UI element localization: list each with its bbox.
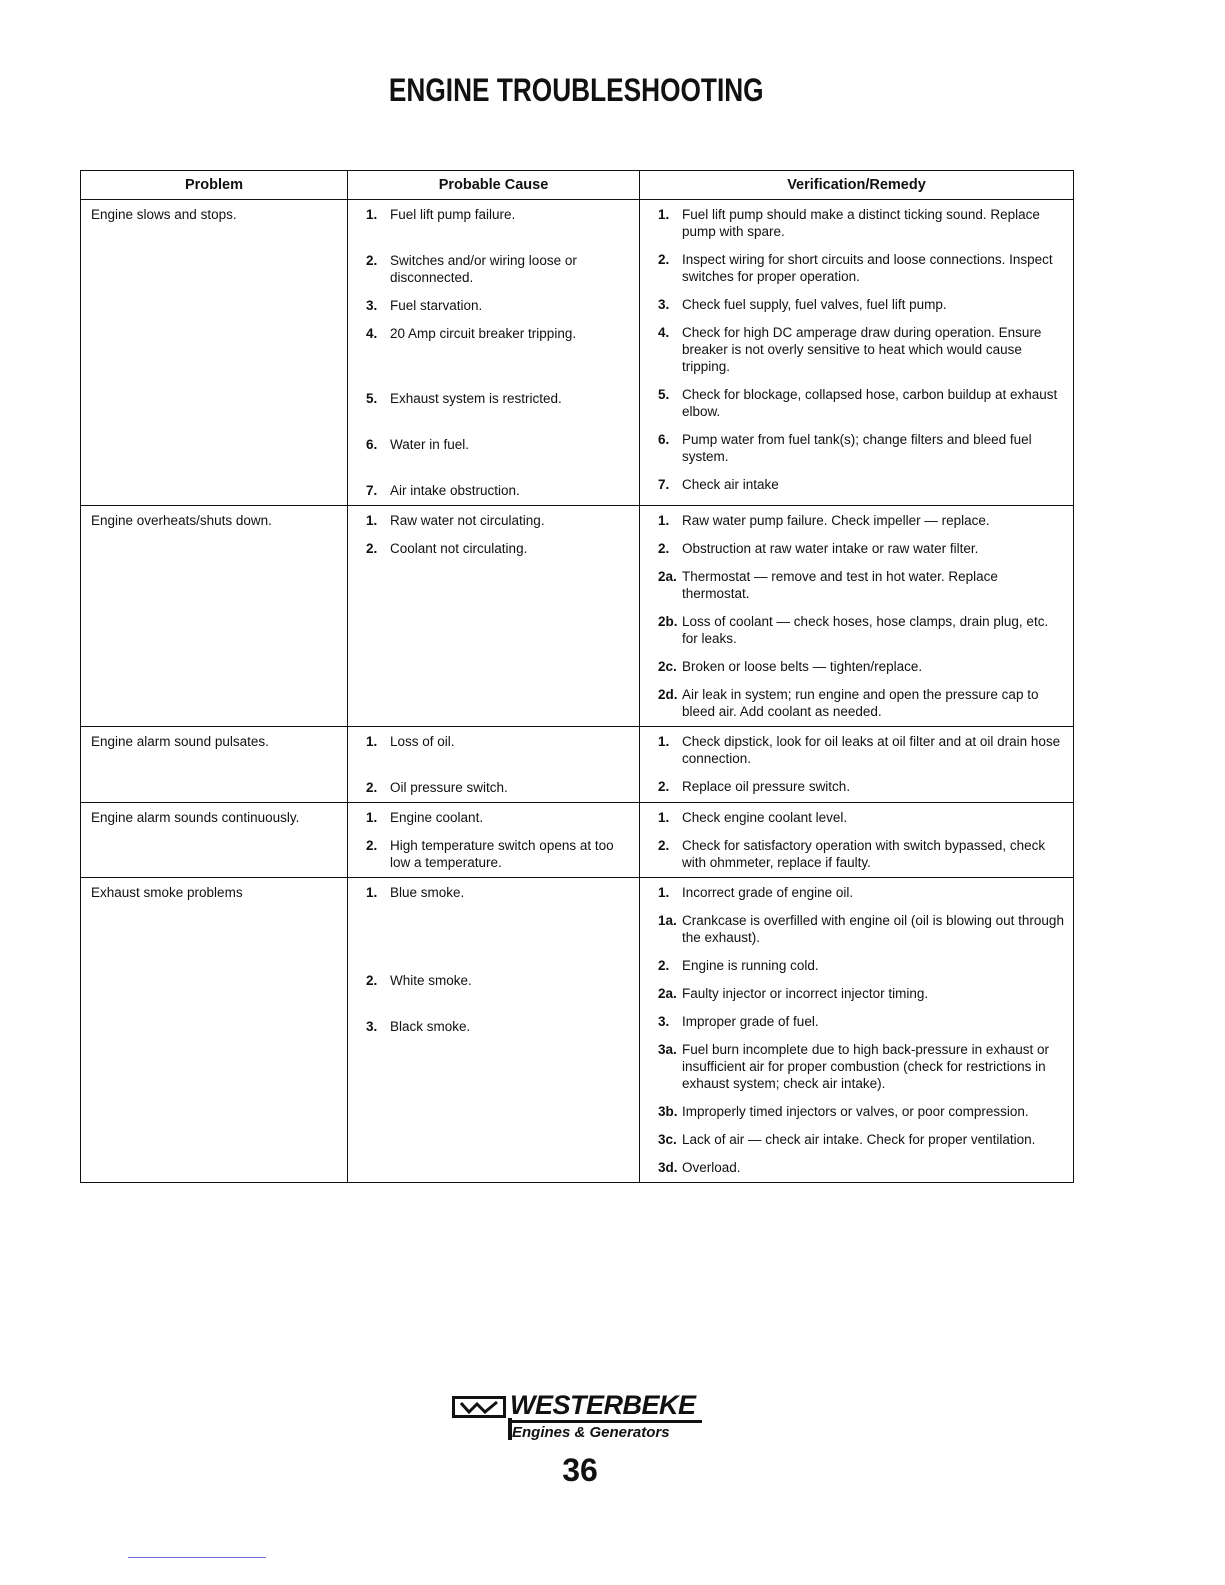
- remedy-item: 2. Inspect wiring for short circuits and loose connections. Inspect switches for proper operation.: [658, 252, 1053, 284]
- remedy-item: 1a. Crankcase is overfilled with engine oil (oil is blowing out through the exhaust).: [658, 913, 1064, 945]
- w-mark-glyph: [459, 1400, 499, 1414]
- cause-item: 3. Black smoke.: [366, 1019, 471, 1034]
- remedy-item: 4. Check for high DC amperage draw during operation. Ensure breaker is not overly sensitive to heat which would cause tripping.: [658, 325, 1042, 374]
- cause-item: 5. Exhaust system is restricted.: [366, 391, 562, 406]
- cause-item: 1. Raw water not circulating.: [366, 513, 545, 528]
- remedy-item: 2c. Broken or loose belts — tighten/replace.: [658, 659, 923, 674]
- cause-item: 1. Loss of oil.: [366, 734, 455, 749]
- remedy-cell: [640, 506, 1074, 727]
- table-row: [81, 727, 1074, 803]
- cause-cell: [348, 727, 640, 803]
- remedy-item: 3a. Fuel burn incomplete due to high back-pressure in exhaust or insufficient air for proper combustion (check for restrictions in exhaust system; check air intake).: [658, 1042, 1049, 1091]
- table-row: [81, 506, 1074, 727]
- remedy-item: 3d. Overload.: [658, 1160, 741, 1175]
- westerbeke-w-icon: [452, 1396, 506, 1418]
- cause-item: 3. Fuel starvation.: [366, 298, 483, 313]
- problem-cell: Engine alarm sound pulsates.: [81, 727, 348, 803]
- remedy-item: 2b. Loss of coolant — check hoses, hose clamps, drain plug, etc. for leaks.: [658, 614, 1049, 646]
- remedy-item: 1. Incorrect grade of engine oil.: [658, 885, 854, 900]
- remedy-cell: [640, 200, 1074, 506]
- cause-item: 2. Coolant not circulating.: [366, 541, 528, 556]
- remedy-item: 2a. Thermostat — remove and test in hot water. Replace thermostat.: [658, 569, 998, 601]
- remedy-item: 2a. Faulty injector or incorrect injector timing.: [658, 986, 929, 1001]
- table-row: [81, 878, 1074, 1183]
- remedy-item: 2. Engine is running cold.: [658, 958, 819, 973]
- cause-cell: [348, 803, 640, 878]
- remedy-item: 2. Check for satisfactory operation with switch bypassed, check with ohmmeter, replace if faulty.: [658, 838, 1046, 870]
- page-number: 36: [562, 1452, 598, 1488]
- westerbeke-logo: [452, 1390, 732, 1440]
- cause-item: 1. Blue smoke.: [366, 885, 465, 900]
- table-row: [81, 803, 1074, 878]
- problem-cell: Engine alarm sounds continuously.: [81, 803, 348, 878]
- remedy-item: 1. Check dipstick, look for oil leaks at oil filter and at oil drain hose connection.: [658, 734, 1061, 766]
- remedy-cell: [640, 878, 1074, 1183]
- cause-cell: [348, 200, 640, 506]
- remedy-item: 3c. Lack of air — check air intake. Check for proper ventilation.: [658, 1132, 1036, 1147]
- cause-item: 2. White smoke.: [366, 973, 472, 988]
- remedy-item: 3. Check fuel supply, fuel valves, fuel lift pump.: [658, 297, 947, 312]
- remedy-item: 3b. Improperly timed injectors or valves, or poor compression.: [658, 1104, 1029, 1119]
- remedy-item: 5. Check for blockage, collapsed hose, carbon buildup at exhaust elbow.: [658, 387, 1058, 419]
- remedy-item: 7. Check air intake: [658, 477, 779, 492]
- remedy-item: 2. Obstruction at raw water intake or raw water filter.: [658, 541, 979, 556]
- remedy-item: 1. Check engine coolant level.: [658, 810, 848, 825]
- troubleshooting-table: [80, 170, 1074, 1183]
- cause-item: 7. Air intake obstruction.: [366, 483, 520, 498]
- remedy-item: 1. Fuel lift pump should make a distinct ticking sound. Replace pump with spare.: [658, 207, 1040, 239]
- remedy-item: 6. Pump water from fuel tank(s); change filters and bleed fuel system.: [658, 432, 1032, 464]
- header-probable-cause: Probable Cause: [348, 171, 640, 200]
- cause-cell: [348, 506, 640, 727]
- cause-item: 1. Engine coolant.: [366, 810, 484, 825]
- cause-item: 6. Water in fuel.: [366, 437, 470, 452]
- remedy-item: 3. Improper grade of fuel.: [658, 1014, 819, 1029]
- table-header-row: [81, 171, 1074, 200]
- logo-tagline: Engines & Generators: [512, 1424, 670, 1441]
- problem-cell: Engine slows and stops.: [81, 200, 348, 506]
- cause-cell: [348, 878, 640, 1183]
- bottom-link-underline: [128, 1557, 266, 1558]
- cause-item: 4. 20 Amp circuit breaker tripping.: [366, 326, 577, 341]
- logo-brand-name: WESTERBEKE: [510, 1390, 702, 1423]
- cause-item: 2. High temperature switch opens at too low a temperature.: [366, 838, 614, 870]
- remedy-item: 2. Replace oil pressure switch.: [658, 779, 851, 794]
- problem-cell: Exhaust smoke problems: [81, 878, 348, 1183]
- cause-item: 1. Fuel lift pump failure.: [366, 207, 516, 222]
- cause-item: 2. Switches and/or wiring loose or disconnected.: [366, 253, 577, 285]
- page-title: ENGINE TROUBLESHOOTING: [388, 72, 764, 108]
- remedy-item: 1. Raw water pump failure. Check impeller — replace.: [658, 513, 990, 528]
- remedy-item: 2d. Air leak in system; run engine and open the pressure cap to bleed air. Add coolant as needed.: [658, 687, 1039, 719]
- cause-item: 2. Oil pressure switch.: [366, 780, 508, 795]
- problem-cell: Engine overheats/shuts down.: [81, 506, 348, 727]
- remedy-cell: [640, 727, 1074, 803]
- table-row: [81, 200, 1074, 506]
- header-verification-remedy: Verification/Remedy: [640, 171, 1074, 200]
- remedy-cell: [640, 803, 1074, 878]
- header-problem: Problem: [81, 171, 348, 200]
